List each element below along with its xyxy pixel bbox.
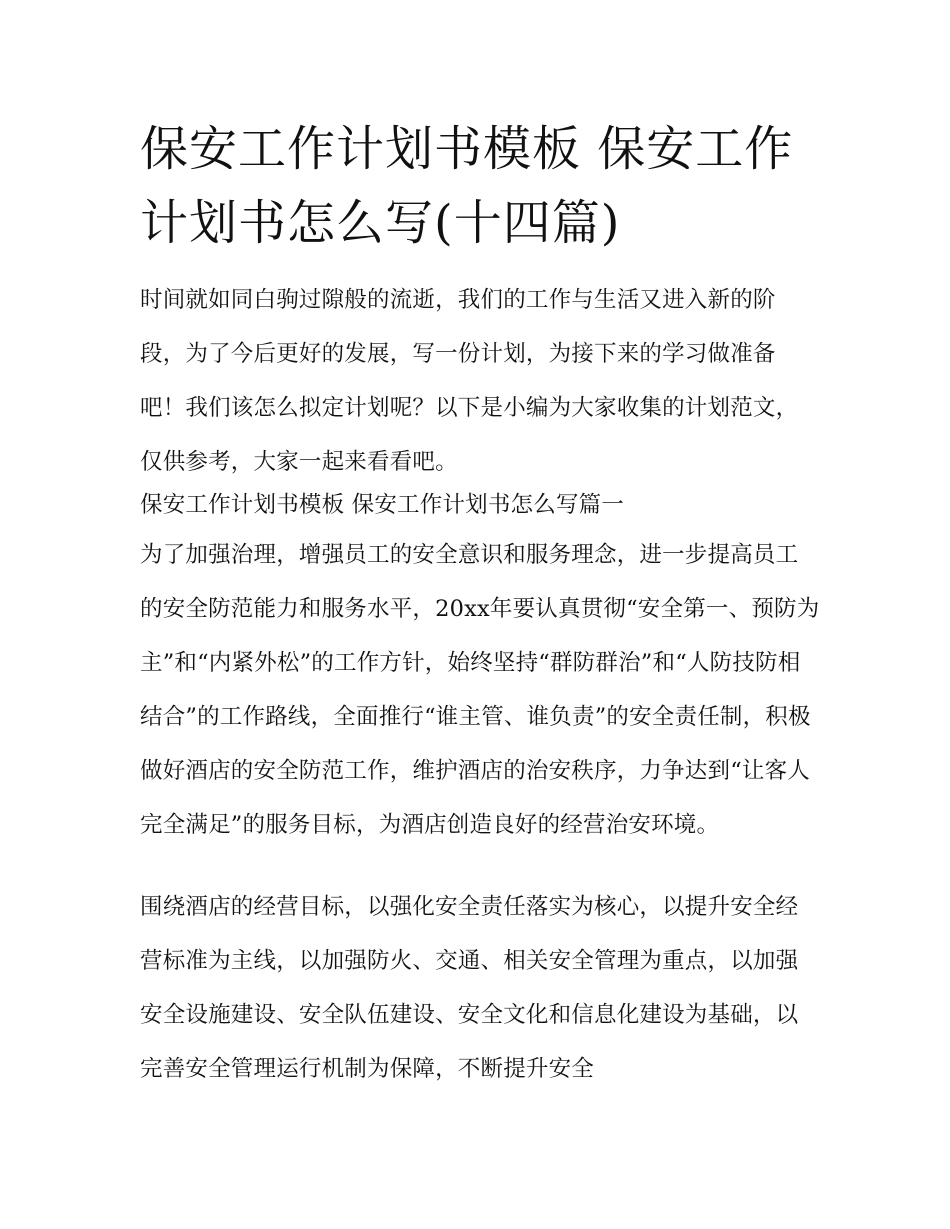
body-paragraph: 为了加强治理，增强员工的安全意识和服务理念，进一步提高员工的安全防范能力和服务水平，20xx年要认真贯彻“安全第一、预防为主”和“内紧外松”的工作方针，始终坚持“群防群治”和“人防技防相结合”的工作路线，全面推行“谁主管、谁负责”的安全责任制，积极做好酒店的安全防范工作，维护酒店的治安秩序，力争达到“让客人完全满足”的服务目标，为酒店创造良好的经营治安环境。 [140,542,820,838]
section-heading: 保安工作计划书模板 保安工作计划书怎么写篇一 [140,492,625,518]
document-title: 保安工作计划书模板 保安工作计划书怎么写(十四篇) [140,121,794,251]
intro-paragraph: 时间就如同白驹过隙般的流逝，我们的工作与生活又进入新的阶段，为了今后更好的发展，写一份计划，为接下来的学习做准备吧！我们该怎么拟定计划呢？以下是小编为大家收集的计划范文，仅供参考，大家一起来看看吧。 [140,287,799,475]
body-paragraph: 围绕酒店的经营目标，以强化安全责任落实为核心，以提升安全经营标准为主线，以加强防火、交通、相关安全管理为重点，以加强安全设施建设、安全队伍建设、安全文化和信息化建设为基础，以完善安全管理运行机制为保障，不断提升安全 [140,894,799,1082]
